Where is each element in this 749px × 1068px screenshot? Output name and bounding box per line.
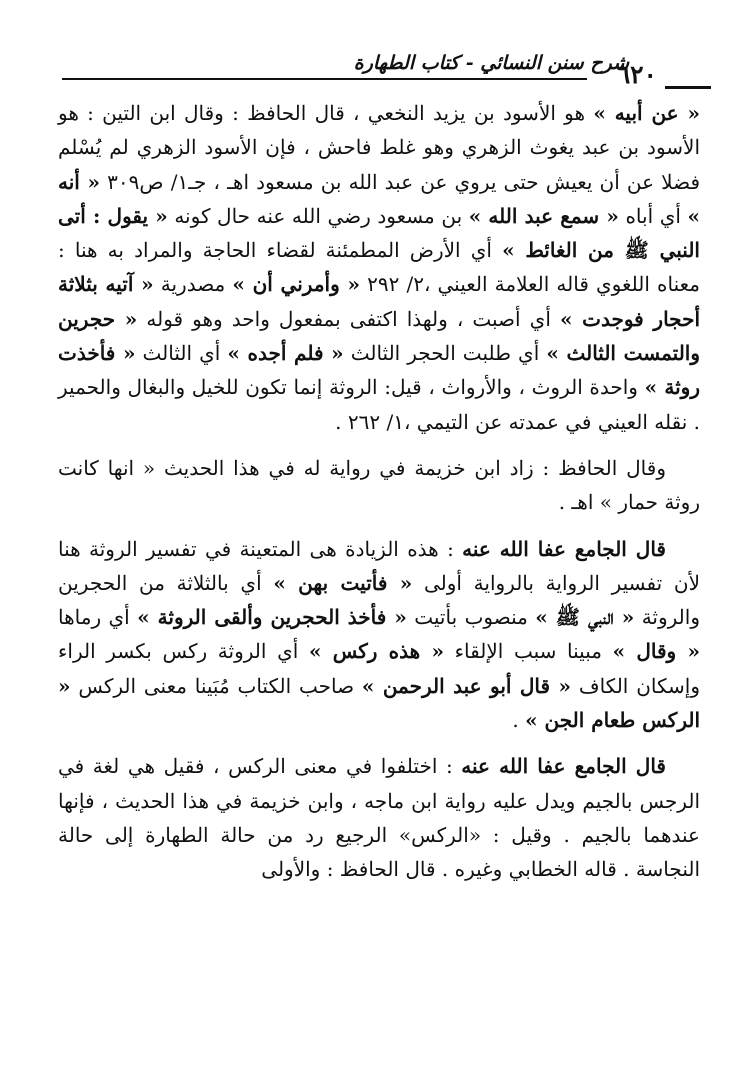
text-run: : اختلفوا في معنى الركس ، فقيل هي لغة في الرجس بالجيم ويدل عليه رواية ابن ماجه ، وابن خزيمة في هذا الحديث ، فإنها عندهما بالجيم . وقيل : «الركس» الرجيع رد من حالة الطهارة إلى حالة النجاسة . قاله الخطابي وغيره . قال الحافظ : والأولى [58,754,700,882]
bold-phrase: « النبي ﷺ » [535,605,635,630]
paragraph-3 [58,532,700,738]
text-run: هو الأسود بن يزيد النخعي ، قال الحافظ : وقال ابن التين : هو الأسود بن عبد يغوث الزهري وهو غلط فاحش ، فإن الأسود الزهري لم يُسْلم فضلا عن أن يعيش حتى يروي عن عبد الله بن مسعود اهـ ، جـ١/ ص٣٠٩ [58,101,701,194]
bold-phrase: قال الجامع عفا الله عنه [461,754,666,779]
bold-phrase: « فأخذ الحجرين وألقى الروثة » [137,605,407,630]
bold-phrase: « هذه ركس » [308,639,444,664]
text-run: مصدرية [153,272,233,297]
bold-phrase: « حجرين والتمست الثالث » [58,306,701,366]
header-rule [62,78,587,80]
text-run: واحدة الروث ، والأرواث ، قيل: الروثة إنما تكون للخيل والبغال والحمير . نقله العيني في عمدته عن التيمي ،١/ ٢٦٢ . [58,375,700,434]
paragraph-4 [58,749,700,886]
bold-phrase: « أنه » [58,169,701,228]
page-number: ٦٢٠ [616,60,657,89]
text-run: أي طلبت الحجر الثالث [343,341,547,366]
text-run: بن مسعود رضي الله عنه حال كونه [167,203,469,228]
bold-phrase: قال الجامع عفا الله عنه [462,536,666,561]
bold-phrase: « قال أبو عبد الرحمن » [361,673,572,698]
text-run: وقال الحافظ : زاد ابن خزيمة في رواية له في هذا الحديث « انها كانت روثة حمار » اهـ . [58,455,700,515]
running-header: شرح سنن النسائي - كتاب الطهارة [353,52,629,74]
text-run: أي أصبت ، ولهذا اكتفى بمفعول واحد وهو قوله [137,306,560,331]
bold-phrase: « فأخذت روثة » [58,341,700,400]
text-run: صاحب الكتاب مُبَينا معنى الركس [70,673,362,698]
text-run: أي الروثة ركس بكسر الراء وإسكان الكاف [58,639,700,698]
bold-phrase: « سمع عبد الله » [468,203,619,228]
bold-phrase: « الركس طعام الجن » [58,673,700,733]
text-run: أي الثالث [135,341,228,366]
paragraph-2 [58,451,700,520]
text-run: . [512,708,526,733]
text-run: مبينا سبب الإلقاء [443,639,613,664]
text-run: أي الأرض المطمئنة لقضاء الحاجة والمراد به هنا : معناه اللغوي قاله العلامة العيني ،٢/ ٢٩٢ [58,238,700,297]
bold-phrase: « وقال » [612,639,700,664]
text-run: منصوب بأتيت [406,605,536,630]
bold-phrase: « فلم أجده » [227,341,344,366]
text-run: أي بالثلاثة من الحجرين والروثة [58,570,700,630]
bold-phrase: « آتيه بثلاثة أحجار فوجدت » [58,272,701,331]
bold-phrase: « فأتيت بهن » [273,570,413,595]
bold-phrase: « يقول : أتى النبي ﷺ من الغائط » [58,203,700,263]
bold-phrase: « عن أبيه » [593,101,700,125]
page-number-rule [665,86,711,89]
text-run: أي أباه [618,203,688,228]
text-run: أي رماها [58,605,138,630]
text-run: : هذه الزيادة هى المتعينة في تفسير الروثة هنا لأن تفسير الرواية بالرواية أولى [58,536,701,595]
page-body [58,96,700,887]
bold-phrase: « وأمرني أن » [232,272,360,297]
paragraph-1 [58,96,700,439]
